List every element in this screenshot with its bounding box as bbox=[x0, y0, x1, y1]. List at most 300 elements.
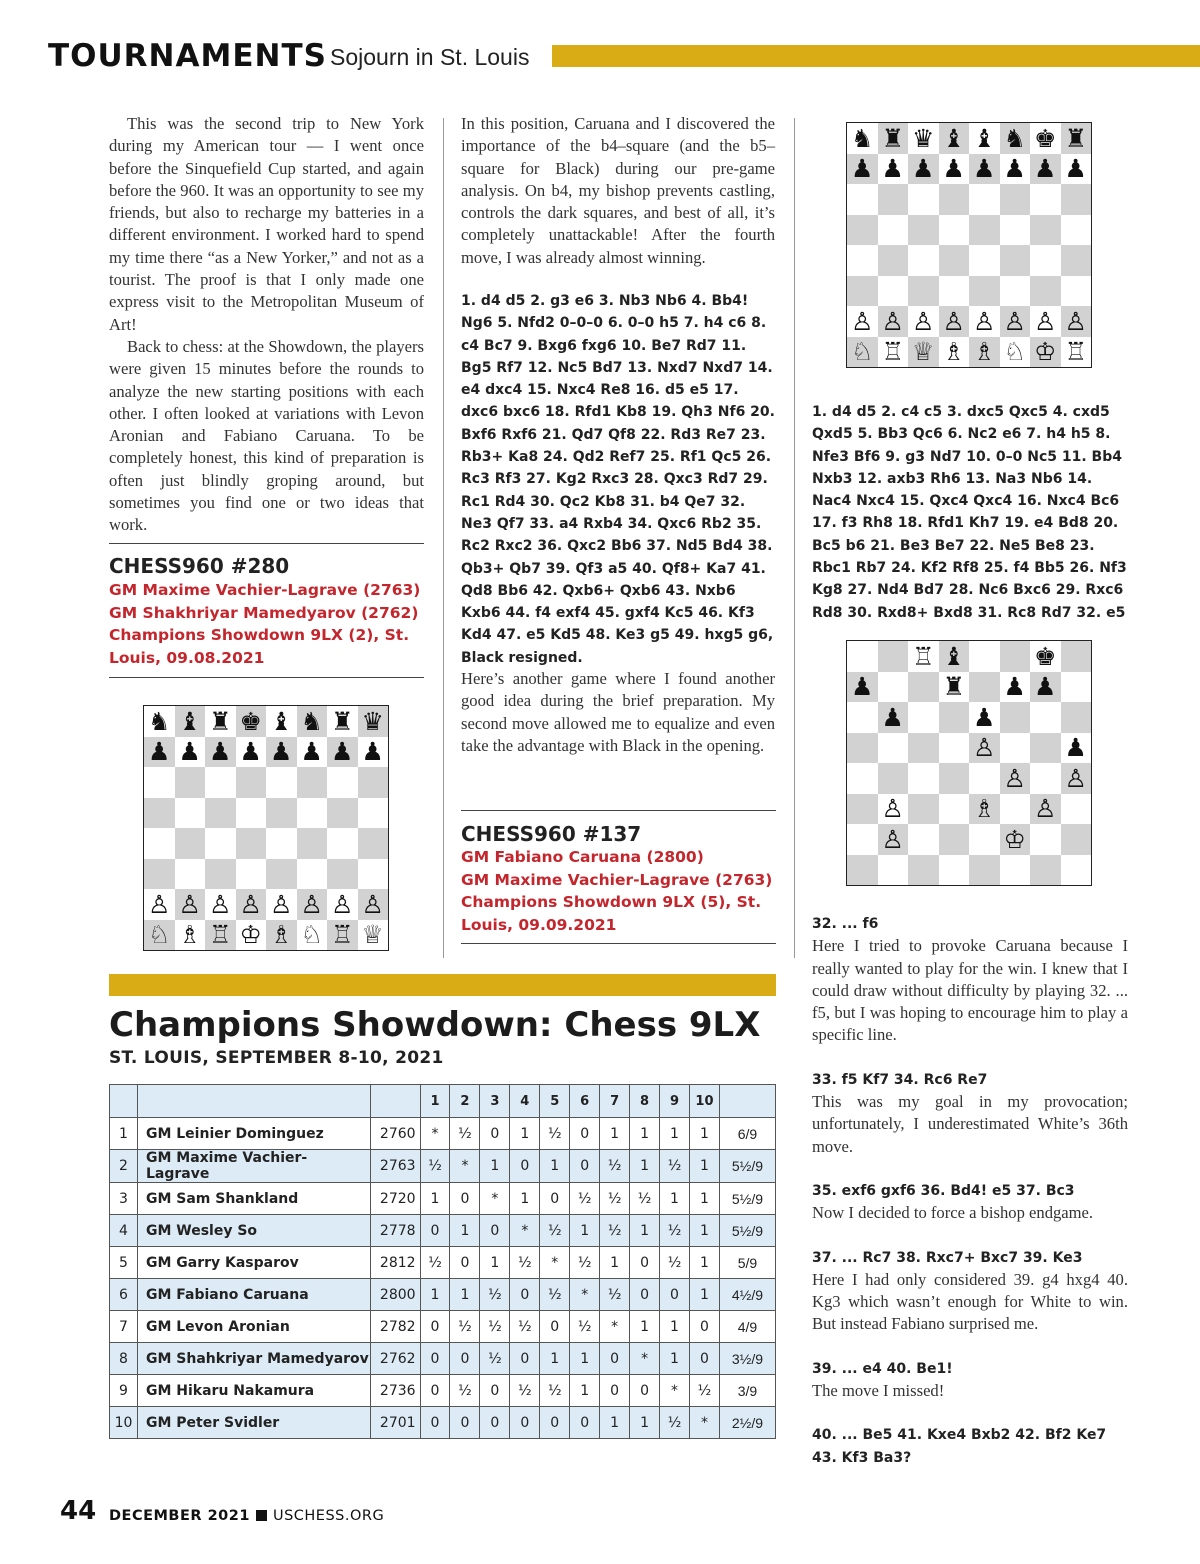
board3-square bbox=[939, 702, 970, 733]
game1-bottom-rule bbox=[109, 677, 424, 678]
rating-cell: 2701 bbox=[370, 1407, 420, 1439]
chess-piece-icon: ♙ bbox=[1003, 763, 1026, 793]
result-cell: 0 bbox=[689, 1311, 719, 1343]
result-cell: 1 bbox=[420, 1183, 450, 1215]
chess-piece-icon: ♝ bbox=[973, 123, 996, 153]
board3-square bbox=[878, 794, 909, 825]
table-row bbox=[110, 1150, 776, 1183]
score-cell: 5½/9 bbox=[719, 1183, 775, 1215]
board1-square bbox=[144, 859, 175, 890]
result-cell: 0 bbox=[600, 1343, 630, 1375]
result-cell: ½ bbox=[660, 1215, 690, 1247]
board2-square bbox=[939, 337, 970, 368]
result-cell: 1 bbox=[630, 1118, 660, 1150]
board2-square bbox=[1030, 123, 1061, 154]
chess-piece-icon: ♞ bbox=[1003, 123, 1026, 153]
board3-square bbox=[1030, 702, 1061, 733]
chess-piece-icon: ♕ bbox=[912, 337, 935, 367]
column-divider bbox=[443, 118, 444, 958]
rating-cell: 2762 bbox=[370, 1343, 420, 1375]
result-cell: ½ bbox=[450, 1118, 480, 1150]
board1-square bbox=[358, 798, 389, 829]
board2-square bbox=[1061, 123, 1092, 154]
result-cell: ½ bbox=[689, 1375, 719, 1407]
board2-square bbox=[939, 245, 970, 276]
game2-info bbox=[461, 846, 775, 936]
board1-square bbox=[358, 920, 389, 951]
result-cell: 0 bbox=[480, 1215, 510, 1247]
game2-top-rule bbox=[461, 810, 776, 811]
player-name-cell: GM Garry Kasparov bbox=[137, 1247, 370, 1279]
board2-square bbox=[1030, 215, 1061, 246]
result-cell: 0 bbox=[540, 1407, 570, 1439]
board1-square bbox=[175, 737, 206, 768]
board3-square bbox=[908, 702, 939, 733]
chess-piece-icon: ♙ bbox=[1064, 763, 1087, 793]
chess-piece-icon: ♟ bbox=[178, 737, 201, 767]
result-cell: 0 bbox=[450, 1247, 480, 1279]
board3-square bbox=[847, 855, 878, 886]
board1-square bbox=[205, 889, 236, 920]
game1-info bbox=[109, 579, 424, 669]
board2-square bbox=[847, 276, 878, 307]
board2-square bbox=[1061, 215, 1092, 246]
result-cell: 1 bbox=[450, 1279, 480, 1311]
result-cell: * bbox=[450, 1150, 480, 1183]
result-cell: ½ bbox=[510, 1311, 540, 1343]
board2-square bbox=[1000, 245, 1031, 276]
board1-square bbox=[297, 737, 328, 768]
result-cell: ½ bbox=[630, 1183, 660, 1215]
result-cell: 1 bbox=[570, 1343, 600, 1375]
table-header-cell: 1 bbox=[420, 1085, 450, 1118]
board1-square bbox=[144, 737, 175, 768]
board3-square bbox=[1000, 672, 1031, 703]
result-cell: 1 bbox=[689, 1183, 719, 1215]
board2-square bbox=[878, 276, 909, 307]
board1-square bbox=[358, 737, 389, 768]
board1-square bbox=[175, 706, 206, 737]
chess-piece-icon: ♝ bbox=[178, 706, 201, 736]
board3-square bbox=[969, 641, 1000, 672]
game2-white: GM Fabiano Caruana (2800) bbox=[461, 848, 704, 866]
board2-square bbox=[969, 337, 1000, 368]
rating-cell: 2778 bbox=[370, 1215, 420, 1247]
chess-piece-icon: ♔ bbox=[1003, 824, 1026, 854]
chess-piece-icon: ♗ bbox=[270, 920, 293, 950]
result-cell: * bbox=[660, 1375, 690, 1407]
chess-piece-icon: ♗ bbox=[942, 337, 965, 367]
board2-square bbox=[1061, 276, 1092, 307]
board3-square bbox=[908, 824, 939, 855]
chess-piece-icon: ♟ bbox=[881, 154, 904, 184]
chess-piece-icon: ♛ bbox=[361, 706, 384, 736]
chess-piece-icon: ♙ bbox=[331, 889, 354, 919]
board3-square bbox=[1000, 763, 1031, 794]
table-row bbox=[110, 1407, 776, 1439]
player-name-cell: GM Fabiano Caruana bbox=[137, 1279, 370, 1311]
result-cell: 1 bbox=[570, 1375, 600, 1407]
result-cell: 0 bbox=[480, 1118, 510, 1150]
result-cell: 1 bbox=[689, 1215, 719, 1247]
board2-square bbox=[878, 154, 909, 185]
result-cell: ½ bbox=[480, 1343, 510, 1375]
board2-square bbox=[1000, 184, 1031, 215]
chess-piece-icon: ♘ bbox=[1003, 337, 1026, 367]
table-header-cell: 4 bbox=[510, 1085, 540, 1118]
board3-square bbox=[1030, 794, 1061, 825]
result-cell: * bbox=[600, 1311, 630, 1343]
board1-square bbox=[297, 889, 328, 920]
player-name-cell: GM Levon Aronian bbox=[137, 1311, 370, 1343]
board1-square bbox=[144, 828, 175, 859]
board1-square bbox=[297, 828, 328, 859]
board3-square bbox=[847, 763, 878, 794]
result-cell: 1 bbox=[570, 1215, 600, 1247]
board2-square bbox=[878, 184, 909, 215]
table-row bbox=[110, 1183, 776, 1215]
board2-square bbox=[939, 123, 970, 154]
board3-square bbox=[1061, 733, 1092, 764]
result-cell: ½ bbox=[450, 1375, 480, 1407]
result-cell: 0 bbox=[450, 1183, 480, 1215]
note3-text: Now I decided to force a bishop endgame. bbox=[812, 1203, 1094, 1223]
board1-square bbox=[236, 767, 267, 798]
board1-square bbox=[266, 798, 297, 829]
board3-square bbox=[1000, 733, 1031, 764]
board3-square bbox=[1000, 824, 1031, 855]
board2-square bbox=[939, 154, 970, 185]
intro-text bbox=[109, 113, 424, 537]
result-cell: 0 bbox=[420, 1407, 450, 1439]
header-accent-bar bbox=[552, 45, 1200, 67]
board3-square bbox=[878, 824, 909, 855]
board3-square bbox=[847, 824, 878, 855]
table-row bbox=[110, 1375, 776, 1407]
chess-piece-icon: ♟ bbox=[1003, 154, 1026, 184]
chess-piece-icon: ♙ bbox=[942, 306, 965, 336]
rank-cell: 5 bbox=[110, 1247, 138, 1279]
chess-piece-icon: ♜ bbox=[881, 123, 904, 153]
board1-square bbox=[175, 767, 206, 798]
chess-piece-icon: ♗ bbox=[178, 920, 201, 950]
board1-square bbox=[358, 889, 389, 920]
chess-piece-icon: ♟ bbox=[270, 737, 293, 767]
board3-square bbox=[1061, 672, 1092, 703]
result-cell: ½ bbox=[510, 1375, 540, 1407]
result-cell: 1 bbox=[540, 1343, 570, 1375]
game2-event: Champions Showdown 9LX (5), St. Louis, 09.09.2021 bbox=[461, 893, 762, 934]
result-cell: ½ bbox=[480, 1311, 510, 1343]
rating-cell: 2782 bbox=[370, 1311, 420, 1343]
note6-move: 40. ... Be5 41. Kxe4 Bxb2 42. Bf2 Ke7 43. Kf3 Ba3? bbox=[812, 1427, 1107, 1466]
board1-square bbox=[327, 767, 358, 798]
board1-square bbox=[205, 920, 236, 951]
board3-square bbox=[1030, 641, 1061, 672]
rank-cell: 4 bbox=[110, 1215, 138, 1247]
board1-square bbox=[236, 889, 267, 920]
table-header-cell bbox=[370, 1085, 420, 1118]
board2-square bbox=[908, 123, 939, 154]
board2-square bbox=[847, 306, 878, 337]
board3-square bbox=[878, 855, 909, 886]
board1-square bbox=[236, 706, 267, 737]
board2-square bbox=[908, 245, 939, 276]
game1-event: Champions Showdown 9LX (2), St. Louis, 09.08.2021 bbox=[109, 626, 410, 667]
board3-square bbox=[1000, 855, 1031, 886]
game1-intro: In this position, Caruana and I discovered the importance of the b4–square (and the b5–square for Black) during our pre-game analysis. On b4, my bishop prevents castling, controls the dark squares, and best of all, it’s completely unattackable! After the fourth move, I was already almost winning. bbox=[461, 114, 775, 267]
result-cell: 1 bbox=[660, 1343, 690, 1375]
note1-text: Here I tried to provoke Caruana because I really wanted to play for the win. I knew that I could draw without difficulty by playing 32. ... f5, but I was hoping to encourage him to play a specific line. bbox=[812, 936, 1128, 1045]
table-header-cell bbox=[719, 1085, 775, 1118]
board1-square bbox=[266, 859, 297, 890]
board1-square bbox=[236, 798, 267, 829]
board3-square bbox=[1000, 794, 1031, 825]
result-cell: 0 bbox=[570, 1150, 600, 1183]
result-cell: 1 bbox=[600, 1118, 630, 1150]
result-cell: 1 bbox=[600, 1247, 630, 1279]
board1-square bbox=[144, 920, 175, 951]
chess-board-game2-position bbox=[846, 640, 1092, 886]
board2-square bbox=[908, 215, 939, 246]
result-cell: * bbox=[630, 1343, 660, 1375]
board2-square bbox=[878, 337, 909, 368]
board3-square bbox=[878, 672, 909, 703]
board1-square bbox=[327, 859, 358, 890]
board1-square bbox=[205, 828, 236, 859]
result-cell: 0 bbox=[630, 1279, 660, 1311]
note2-move: 33. f5 Kf7 34. Rc6 Re7 bbox=[812, 1071, 988, 1088]
table-header-cell bbox=[110, 1085, 138, 1118]
board2-square bbox=[1030, 337, 1061, 368]
chess-piece-icon: ♙ bbox=[973, 733, 996, 763]
board2-square bbox=[969, 184, 1000, 215]
rank-cell: 1 bbox=[110, 1118, 138, 1150]
board2-square bbox=[1061, 184, 1092, 215]
table-accent-bar bbox=[109, 974, 776, 996]
chess-piece-icon: ♟ bbox=[239, 737, 262, 767]
board3-square bbox=[847, 794, 878, 825]
result-cell: 0 bbox=[420, 1375, 450, 1407]
result-cell: ½ bbox=[600, 1215, 630, 1247]
table-row bbox=[110, 1311, 776, 1343]
note5-text: The move I missed! bbox=[812, 1381, 945, 1401]
chess-piece-icon: ♟ bbox=[1034, 672, 1057, 702]
chess-piece-icon: ♜ bbox=[209, 706, 232, 736]
board1-square bbox=[327, 920, 358, 951]
result-cell: ½ bbox=[510, 1247, 540, 1279]
board3-square bbox=[847, 641, 878, 672]
score-cell: 5/9 bbox=[719, 1247, 775, 1279]
rating-cell: 2760 bbox=[370, 1118, 420, 1150]
chess-piece-icon: ♞ bbox=[851, 123, 874, 153]
board1-square bbox=[144, 798, 175, 829]
board1-square bbox=[327, 737, 358, 768]
chess-piece-icon: ♚ bbox=[239, 706, 262, 736]
board1-square bbox=[327, 706, 358, 737]
chess-piece-icon: ♙ bbox=[881, 824, 904, 854]
chess-piece-icon: ♜ bbox=[1064, 123, 1087, 153]
result-cell: 1 bbox=[540, 1150, 570, 1183]
chess-piece-icon: ♝ bbox=[942, 641, 965, 671]
table-row bbox=[110, 1279, 776, 1311]
result-cell: 0 bbox=[510, 1279, 540, 1311]
table-row bbox=[110, 1247, 776, 1279]
section-title: TOURNAMENTS bbox=[48, 38, 327, 74]
chess-piece-icon: ♔ bbox=[239, 920, 262, 950]
board1-square bbox=[236, 828, 267, 859]
board3-square bbox=[908, 733, 939, 764]
chess-piece-icon: ♙ bbox=[239, 889, 262, 919]
chess-piece-icon: ♟ bbox=[300, 737, 323, 767]
result-cell: ½ bbox=[660, 1407, 690, 1439]
board1-square bbox=[144, 889, 175, 920]
board2-square bbox=[878, 245, 909, 276]
rank-cell: 8 bbox=[110, 1343, 138, 1375]
board3-square bbox=[969, 672, 1000, 703]
board2-square bbox=[1030, 306, 1061, 337]
score-cell: 3½/9 bbox=[719, 1343, 775, 1375]
chess-board-game1 bbox=[143, 705, 389, 951]
section-subtitle: Sojourn in St. Louis bbox=[330, 44, 530, 70]
result-cell: 0 bbox=[630, 1375, 660, 1407]
game1-title: CHESS960 #280 bbox=[109, 554, 290, 578]
chess-piece-icon: ♟ bbox=[912, 154, 935, 184]
result-cell: 0 bbox=[510, 1150, 540, 1183]
result-cell: ½ bbox=[540, 1375, 570, 1407]
board3-square bbox=[908, 641, 939, 672]
result-cell: 1 bbox=[630, 1311, 660, 1343]
rating-cell: 2720 bbox=[370, 1183, 420, 1215]
board3-square bbox=[878, 641, 909, 672]
player-name-cell: GM Maxime Vachier-Lagrave bbox=[137, 1150, 370, 1183]
score-cell: 4/9 bbox=[719, 1311, 775, 1343]
board1-square bbox=[297, 706, 328, 737]
result-cell: * bbox=[510, 1215, 540, 1247]
note1-move: 32. ... f6 bbox=[812, 916, 879, 932]
intro-paragraph-2: Back to chess: at the Showdown, the players were given 15 minutes before the rounds to analyze the new starting positions with each other. I often looked at variations with Levon Aronian and Fabiano Caruana. To be completely honest, this kind of preparation is often just blindly groping around, but sometimes you find one or two ideas that work. bbox=[109, 336, 424, 535]
result-cell: 1 bbox=[660, 1183, 690, 1215]
result-cell: ½ bbox=[420, 1150, 450, 1183]
board1-square bbox=[144, 706, 175, 737]
result-cell: ½ bbox=[540, 1118, 570, 1150]
board1-square bbox=[266, 889, 297, 920]
chess-piece-icon: ♙ bbox=[1034, 306, 1057, 336]
rating-cell: 2763 bbox=[370, 1150, 420, 1183]
board3-square bbox=[939, 641, 970, 672]
chess-piece-icon: ♟ bbox=[1064, 154, 1087, 184]
chess-piece-icon: ♝ bbox=[942, 123, 965, 153]
board2-square bbox=[908, 306, 939, 337]
chess-piece-icon: ♟ bbox=[881, 702, 904, 732]
board2-square bbox=[1030, 184, 1061, 215]
chess-piece-icon: ♚ bbox=[1034, 123, 1057, 153]
result-cell: 1 bbox=[480, 1247, 510, 1279]
result-cell: * bbox=[420, 1118, 450, 1150]
board3-square bbox=[1061, 702, 1092, 733]
board2-square bbox=[908, 337, 939, 368]
board3-square bbox=[1000, 641, 1031, 672]
rank-cell: 2 bbox=[110, 1150, 138, 1183]
board1-square bbox=[358, 767, 389, 798]
board2-square bbox=[847, 245, 878, 276]
table-header-cell: 3 bbox=[480, 1085, 510, 1118]
board3-square bbox=[878, 733, 909, 764]
board1-square bbox=[266, 828, 297, 859]
chess-piece-icon: ♖ bbox=[209, 920, 232, 950]
rating-cell: 2812 bbox=[370, 1247, 420, 1279]
table-header-cell bbox=[137, 1085, 370, 1118]
result-cell: ½ bbox=[600, 1150, 630, 1183]
board2-square bbox=[1030, 154, 1061, 185]
board2-square bbox=[969, 154, 1000, 185]
result-cell: ½ bbox=[660, 1247, 690, 1279]
board3-square bbox=[908, 763, 939, 794]
game2-title: CHESS960 #137 bbox=[461, 822, 642, 846]
board2-square bbox=[939, 306, 970, 337]
chess-piece-icon: ♙ bbox=[912, 306, 935, 336]
result-cell: 0 bbox=[420, 1343, 450, 1375]
rating-cell: 2800 bbox=[370, 1279, 420, 1311]
chess-piece-icon: ♙ bbox=[851, 306, 874, 336]
chess-piece-icon: ♙ bbox=[209, 889, 232, 919]
result-cell: 1 bbox=[480, 1150, 510, 1183]
board2-square bbox=[969, 123, 1000, 154]
board1-square bbox=[175, 798, 206, 829]
board3-square bbox=[1061, 824, 1092, 855]
chess-piece-icon: ♟ bbox=[942, 154, 965, 184]
chess-piece-icon: ♞ bbox=[148, 706, 171, 736]
board1-square bbox=[266, 737, 297, 768]
board2-square bbox=[1000, 123, 1031, 154]
board1-square bbox=[266, 920, 297, 951]
board2-square bbox=[969, 245, 1000, 276]
result-cell: 1 bbox=[510, 1118, 540, 1150]
intro-paragraph-1: This was the second trip to New York during my American tour — I went once before the Sinquefield Cup started, and again before the 960. It was an opportunity to see my friends, but also to recharge my batteries in a different environment. I worked hard to spend my time there “as a New Yorker,” and not as a tourist. The proof is that I only made one express visit to the Metropolitan Museum of Art! bbox=[109, 114, 424, 334]
result-cell: ½ bbox=[660, 1150, 690, 1183]
result-cell: 0 bbox=[450, 1343, 480, 1375]
board2-square bbox=[878, 215, 909, 246]
board3-square bbox=[939, 824, 970, 855]
board1-square bbox=[358, 859, 389, 890]
player-name-cell: GM Leinier Dominguez bbox=[137, 1118, 370, 1150]
chess-piece-icon: ♘ bbox=[851, 337, 874, 367]
result-cell: * bbox=[570, 1279, 600, 1311]
board1-square bbox=[266, 767, 297, 798]
table-header-cell: 5 bbox=[540, 1085, 570, 1118]
player-name-cell: GM Hikaru Nakamura bbox=[137, 1375, 370, 1407]
board2-square bbox=[939, 276, 970, 307]
board3-square bbox=[908, 672, 939, 703]
board3-square bbox=[969, 763, 1000, 794]
game1-black: GM Shakhriyar Mamedyarov (2762) bbox=[109, 603, 419, 622]
column-divider-right bbox=[794, 118, 795, 958]
player-name-cell: GM Peter Svidler bbox=[137, 1407, 370, 1439]
chess-piece-icon: ♖ bbox=[1064, 337, 1087, 367]
board1-square bbox=[236, 859, 267, 890]
board1-square bbox=[327, 798, 358, 829]
result-cell: 1 bbox=[630, 1215, 660, 1247]
board1-square bbox=[175, 889, 206, 920]
footer-square-icon bbox=[256, 1510, 267, 1521]
result-cell: 1 bbox=[689, 1150, 719, 1183]
score-cell: 5½/9 bbox=[719, 1215, 775, 1247]
chess-piece-icon: ♙ bbox=[178, 889, 201, 919]
chess-piece-icon: ♘ bbox=[148, 920, 171, 950]
board3-square bbox=[847, 672, 878, 703]
result-cell: 0 bbox=[540, 1311, 570, 1343]
chess-piece-icon: ♟ bbox=[148, 737, 171, 767]
